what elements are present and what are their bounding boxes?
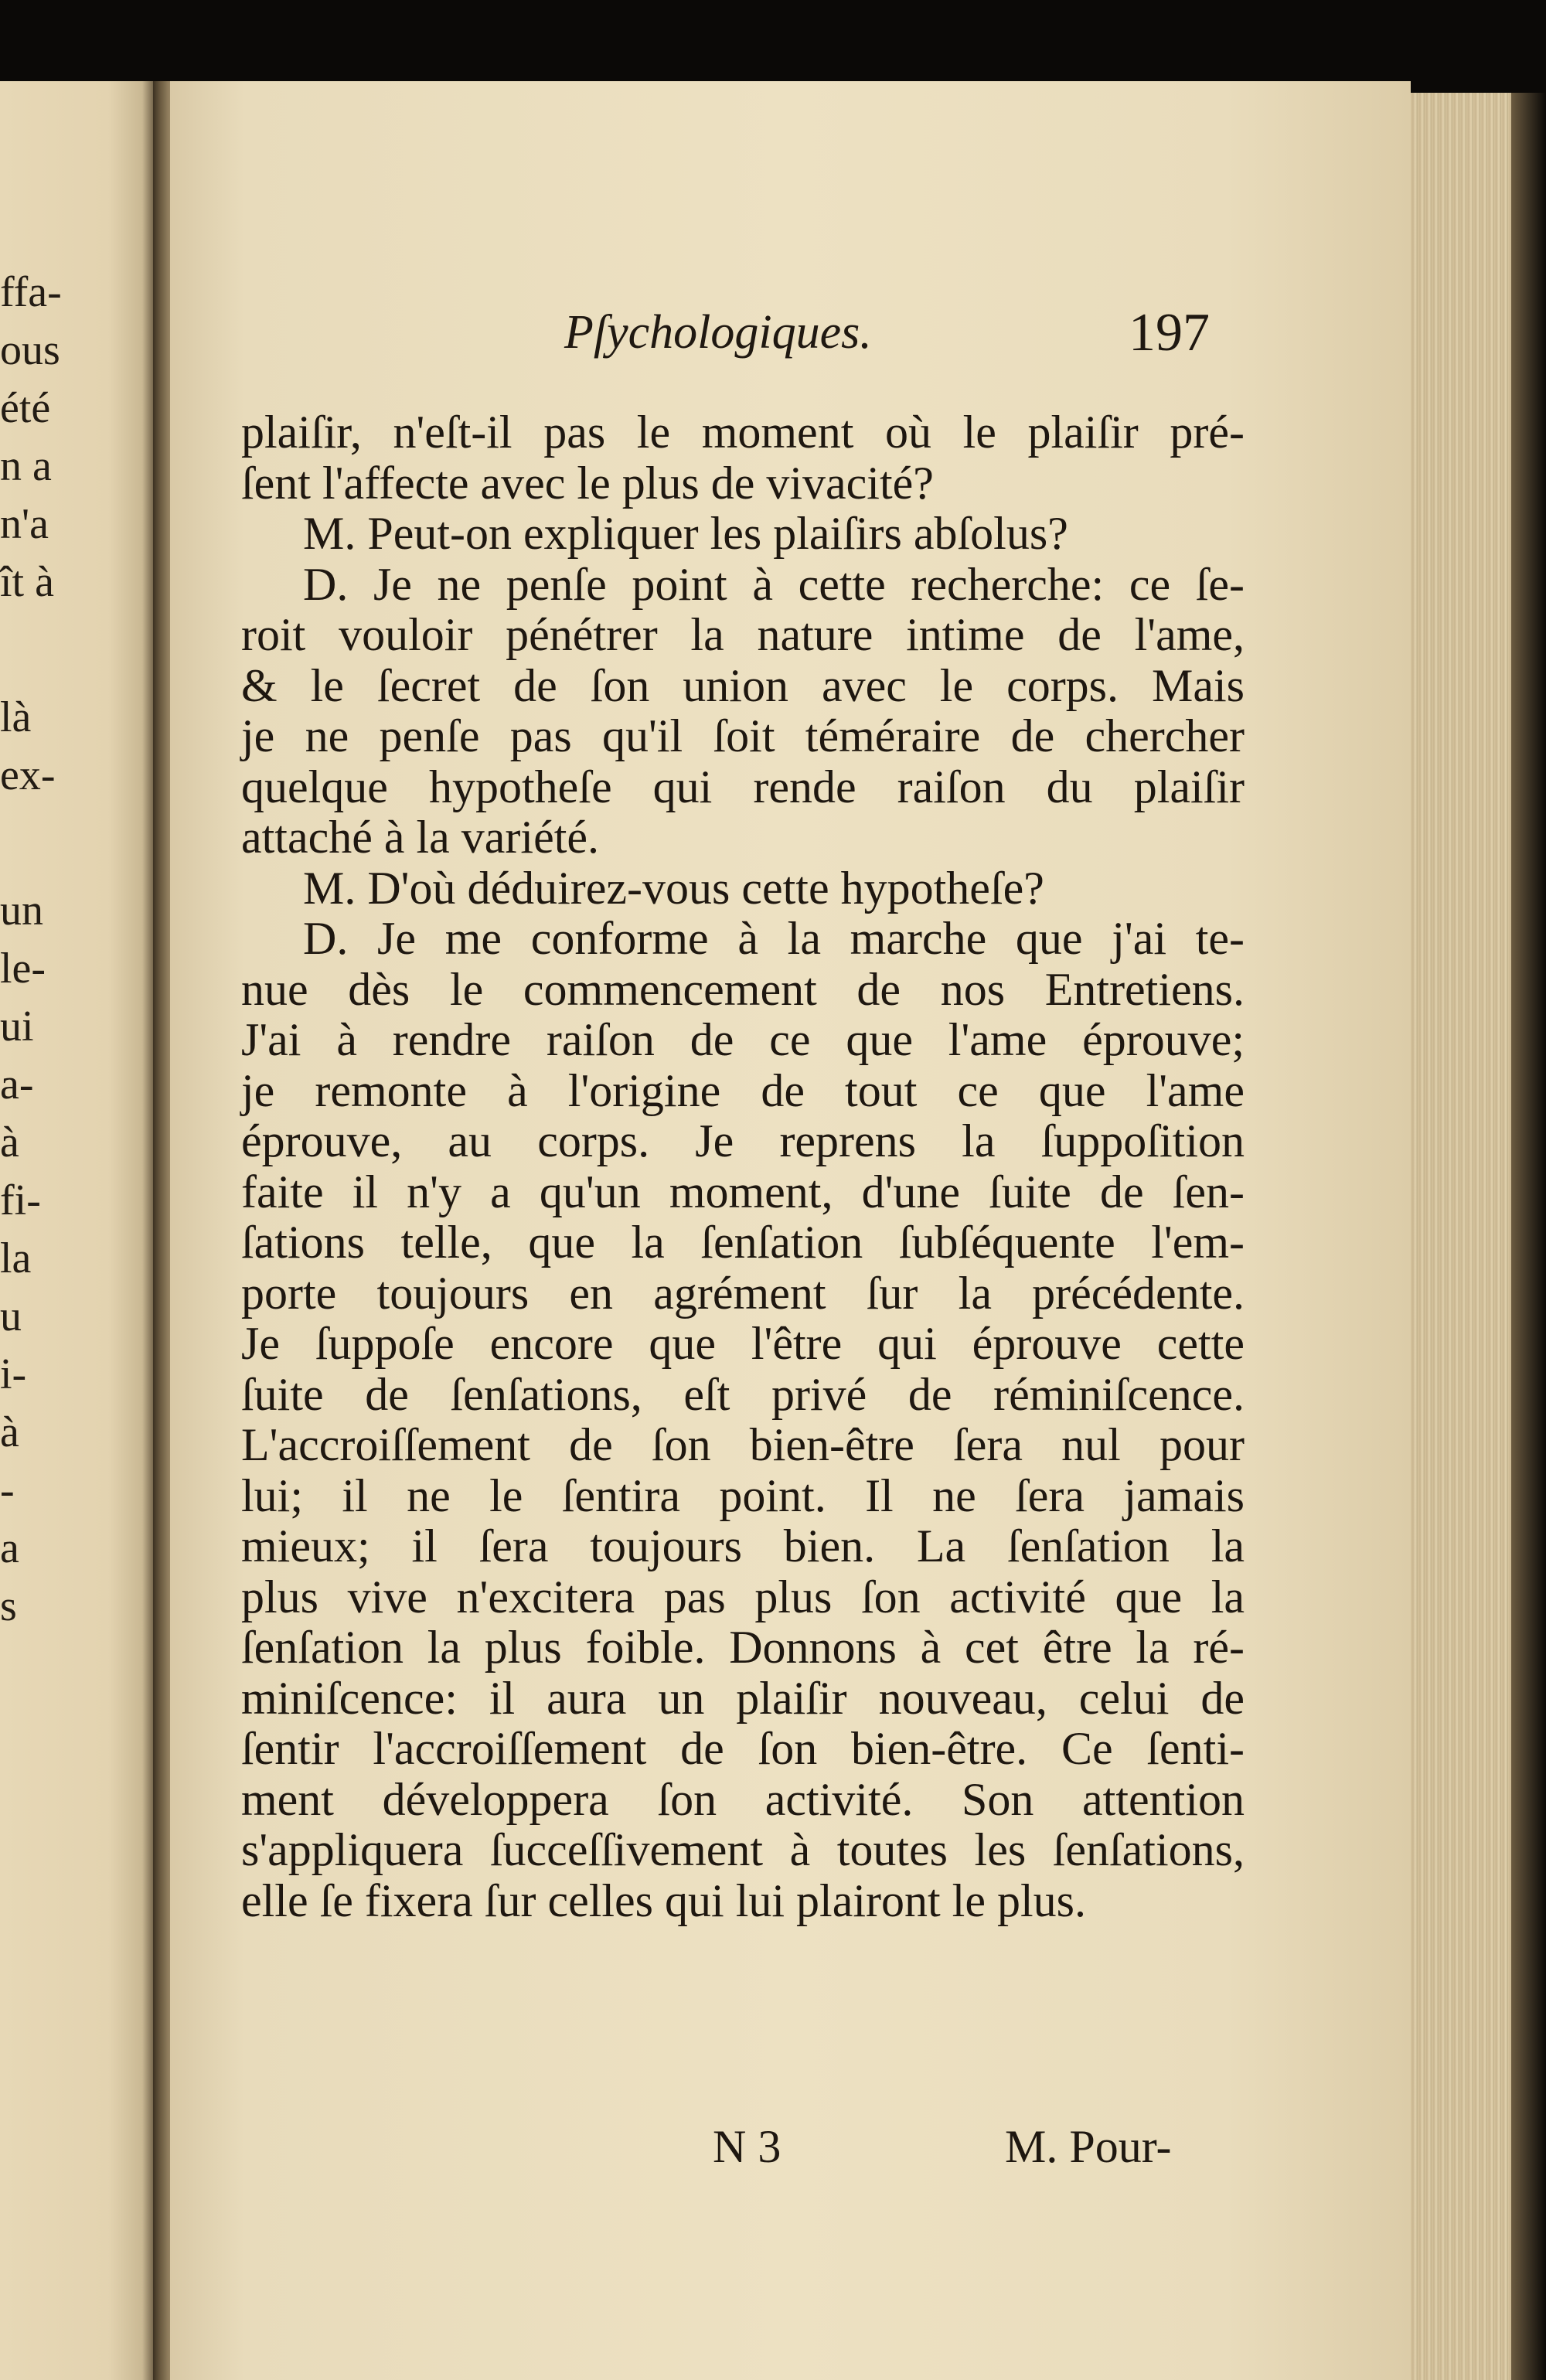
left-fragment: la [0,1234,32,1282]
page-number: 197 [1129,303,1210,363]
text-line: plus vive n'excitera pas plus ſon activité que la [241,1571,1245,1622]
text-line: ſentir l'accroiſſement de ſon bien-être. Ce ſenti- [241,1723,1245,1774]
left-fragment: u [0,1292,22,1340]
text-line: miniſcence: il aura un plaiſir nouveau, celui de [241,1672,1245,1724]
text-line: & le ſecret de ſon union avec le corps. Mais [241,659,1245,711]
text-line: lui; il ne le ſentira point. Il ne ſera jamais [241,1469,1245,1521]
text-line: D. Je ne penſe point à cette recherche: ce ſe- [303,558,1245,610]
left-fragment: à [0,1118,19,1166]
text-line: s'appliquera ſucceſſivement à toutes les ſenſations, [241,1824,1245,1875]
text-line: je ne penſe pas qu'il ſoit téméraire de chercher [241,710,1245,761]
left-fragment: un [0,887,43,935]
text-line: plaiſir, n'eſt-il pas le moment où le plaiſir pré- [241,407,1245,458]
text-line: elle ſe fixera ſur celles qui lui plairont le plus. [241,1874,1086,1926]
left-fragment: ex- [0,751,56,799]
text-line: porte toujours en agrément ſur la précédente. [241,1267,1245,1319]
text-line: D. Je me conforme à la marche que j'ai te- [303,913,1245,964]
text-line: M. D'où déduirez-vous cette hypotheſe? [303,862,1044,914]
running-title: Pſychologiques. [564,306,872,359]
text-line: mieux; il ſera toujours bien. La ſenſation la [241,1520,1245,1571]
text-line: ment développera ſon activité. Son attention [241,1773,1245,1825]
text-line: faite il n'y a qu'un moment, d'une ſuite de ſen- [241,1166,1245,1217]
left-fragment: ît à [0,558,54,606]
text-line: J'ai à rendre raiſon de ce que l'ame éprouve; [241,1014,1245,1065]
text-line: éprouve, au corps. Je reprens la ſuppoſition [241,1115,1245,1166]
page-edges-shadow [1511,93,1546,2380]
text-line: L'accroiſſement de ſon bien-être ſera nul pour [241,1419,1245,1470]
left-fragment: fi- [0,1176,41,1224]
text-line: ſent l'affecte avec le plus de vivacité? [241,457,934,509]
left-fragment: ffa- [0,268,62,316]
page-edges [1411,93,1515,2380]
body-text [241,407,1245,1926]
left-fragment: n'a [0,500,49,548]
text-line: ſations telle, que la ſenſation ſubſéquente l'em- [241,1217,1245,1268]
page-footer [170,2120,1411,2182]
left-fragment: ui [0,1003,34,1050]
left-fragment: - [0,1466,15,1514]
left-fragment: là [0,693,32,741]
text-line: M. Peut-on expliquer les plaiſirs abſolus? [303,508,1068,559]
text-line: attaché à la variété. [241,812,600,863]
signature-mark: N 3 [713,2121,782,2172]
text-line: ſenſation la plus foible. Donnons à cet être la ré- [241,1622,1245,1673]
text-line: nue dès le commencement de nos Entretiens. [241,963,1245,1015]
text-line: je remonte à l'origine de tout ce que l'ame [241,1064,1245,1116]
text-line: Je ſuppoſe encore que l'être qui éprouve cette [241,1318,1245,1369]
left-fragment: s [0,1582,17,1630]
left-page-edge [0,81,155,2380]
catchword: M. Pour- [1005,2121,1172,2172]
left-fragment: le- [0,945,46,993]
left-fragment: n a [0,442,52,490]
left-fragment: i- [0,1350,27,1398]
left-fragment: ous [0,326,60,374]
text-line: ſuite de ſenſations, eſt privé de réminiſcence. [241,1368,1245,1420]
left-fragment: a [0,1524,19,1572]
left-fragment: à [0,1408,19,1456]
left-fragment: été [0,384,51,432]
text-line: quelque hypotheſe qui rende raiſon du plaiſir [241,761,1245,812]
book-page [170,81,1411,2380]
page-header [170,305,1411,375]
book-gutter [153,81,172,2380]
text-line: roit vouloir pénétrer la nature intime de l'ame, [241,609,1245,660]
left-fragment: a- [0,1061,34,1108]
